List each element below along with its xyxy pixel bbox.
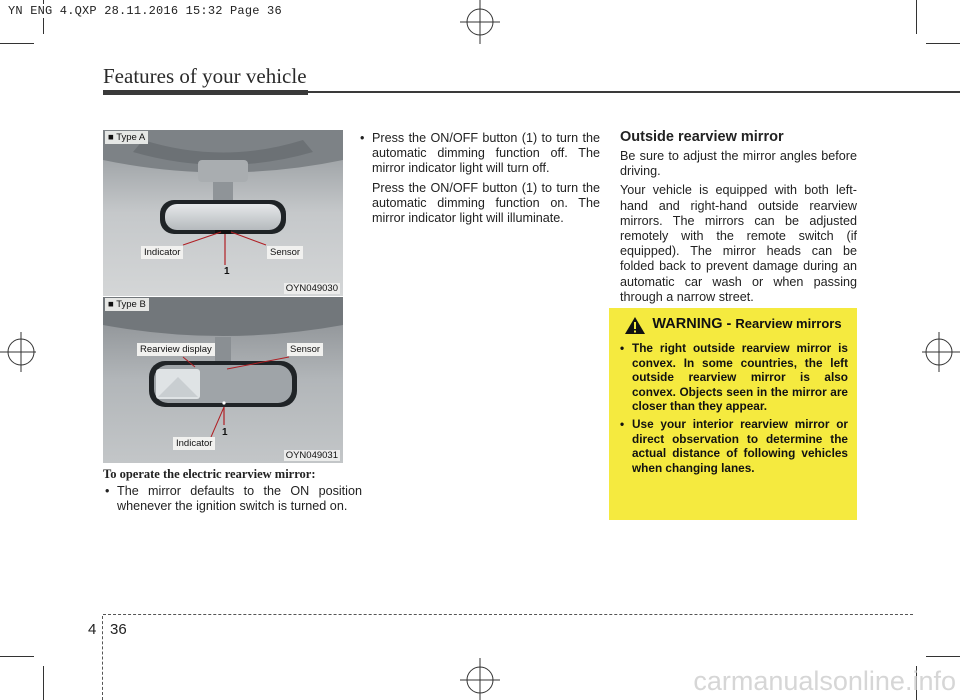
footer-rule — [103, 614, 913, 615]
bullet-paragraph-off: Press the ON/OFF button (1) to turn the automatic dimming function off. The mirror indicator light will turn off. — [372, 131, 600, 176]
bullet-dot: • — [620, 341, 625, 355]
indicator-label: Indicator — [141, 246, 183, 259]
section-title: Features of your vehicle — [103, 64, 307, 88]
registration-mark-left — [0, 330, 36, 374]
on-off-bullet — [358, 131, 600, 177]
warning-subtitle: Rearview mirrors — [735, 316, 842, 331]
bullet-dot: • — [620, 416, 625, 431]
indicator-label: Indicator — [173, 437, 215, 450]
type-b-label: ■ Type B — [105, 298, 149, 311]
paragraph-adjust: Be sure to adjust the mirror angles before driving. — [620, 149, 857, 179]
outside-mirror-body — [620, 149, 857, 309]
chapter-number: 4 — [88, 621, 97, 638]
figure-type-b — [103, 297, 343, 463]
rearview-display-label: Rearview display — [137, 343, 215, 356]
type-a-label: ■ Type A — [105, 131, 148, 144]
warning-item-distance — [618, 417, 848, 475]
paragraph-equipped: Your vehicle is equipped with both left-hand and right-hand outside rearview mirrors. The mirrors can be adjusted remotely with the remote switch (if equipped). The mirror heads can be folded back to prevent damage during an automatic car wash or when passing through a narrow street. — [620, 183, 857, 304]
figure-code: OYN049031 — [285, 450, 338, 461]
default-on-bullet — [103, 484, 362, 514]
warning-triangle-icon — [624, 316, 646, 335]
registration-mark-bottom — [458, 658, 502, 700]
warning-item-text: Use your interior rearview mirror or direct observation to determine the actual distance of following vehicles when changing lanes. — [632, 416, 848, 475]
warning-title — [652, 316, 841, 332]
warning-box — [609, 308, 857, 520]
bullet-text: The mirror defaults to the ON position whenever the ignition switch is turned on. — [117, 484, 362, 514]
outside-mirror-heading: Outside rearview mirror — [620, 129, 784, 145]
watermark[interactable]: carmanualsonline.info — [693, 666, 956, 696]
registration-mark-right — [922, 330, 960, 374]
mirror-photo-type-b — [103, 297, 343, 463]
sensor-label: Sensor — [267, 246, 303, 259]
on-off-instructions — [358, 131, 600, 226]
operate-mirror-heading: To operate the electric rearview mirror: — [103, 467, 316, 481]
warning-item-convex — [618, 341, 848, 414]
registration-mark-top — [458, 0, 502, 44]
warning-header — [618, 316, 848, 335]
footer-separator — [102, 616, 104, 700]
warning-title-text: WARNING - — [652, 316, 732, 332]
page-number: 36 — [110, 621, 127, 638]
print-slug: YN ENG 4.QXP 28.11.2016 15:32 Page 36 — [8, 4, 282, 18]
warning-item-text: The right outside rearview mirror is convex. In some countries, the left outside rearview mirror is also convex. Objects seen in the mirror are closer than they appear. — [632, 341, 848, 414]
callout-1: 1 — [222, 427, 228, 438]
figure-type-a — [103, 130, 343, 296]
figure-code: OYN049030 — [285, 283, 338, 294]
bullet-dot: • — [105, 484, 110, 498]
callout-1: 1 — [224, 266, 230, 277]
mirror-photo-type-a — [103, 130, 343, 296]
bullet-dot: • — [360, 131, 365, 145]
sensor-label: Sensor — [287, 343, 323, 356]
bullet-paragraph-on: Press the ON/OFF button (1) to turn the automatic dimming function on. The mirror indicator light will illuminate. — [372, 180, 600, 226]
warning-list — [618, 341, 848, 475]
